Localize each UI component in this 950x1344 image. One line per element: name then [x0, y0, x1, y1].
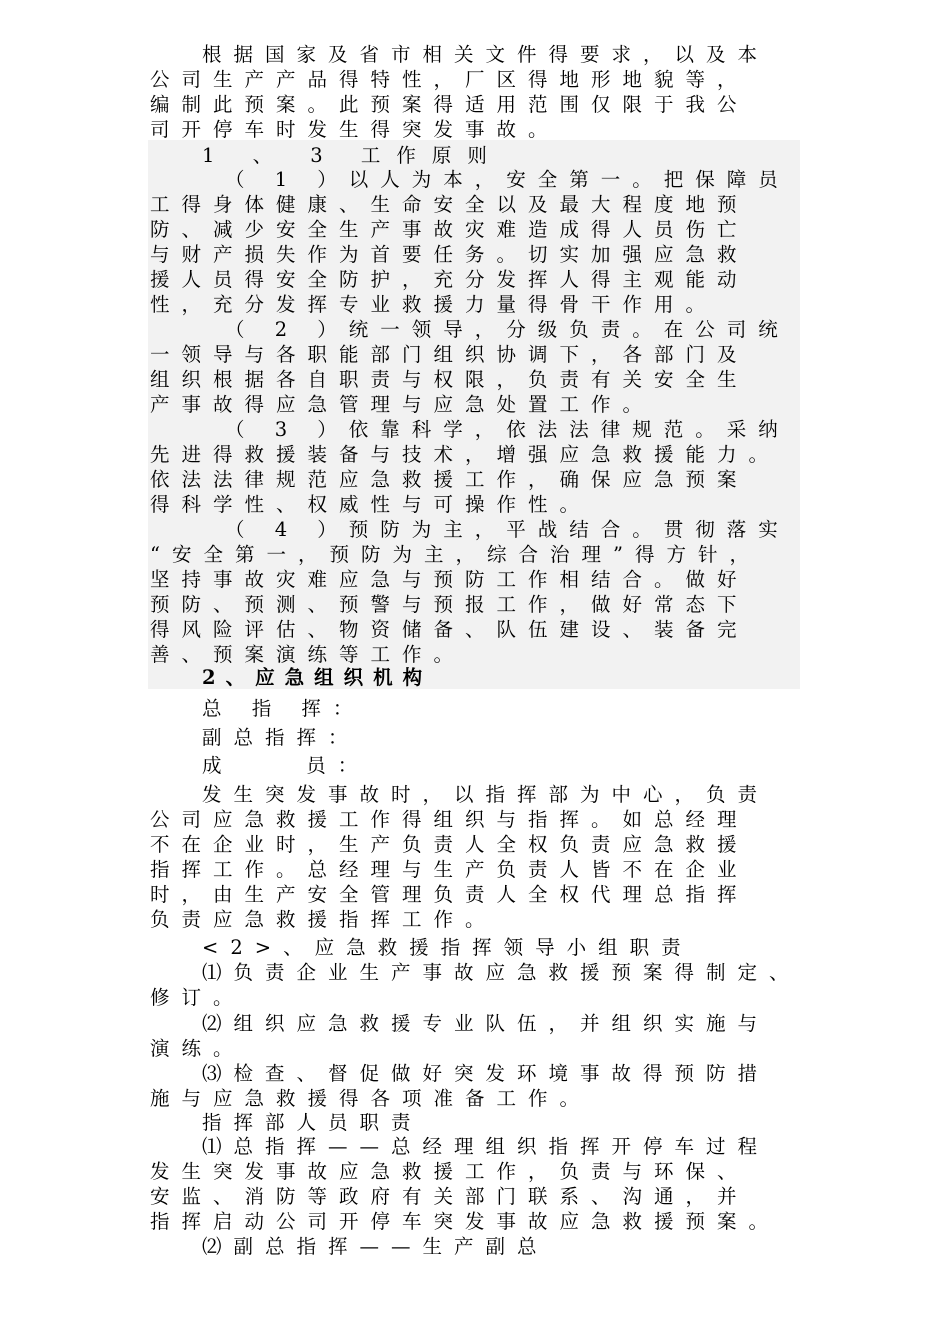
command-line: 公司应急救援工作得组织与指挥。如总经理 [150, 808, 749, 831]
command-line: 发生突发事故时，以指挥部为中心，负责 [202, 783, 770, 806]
principle-line: 预防、预测、预警与预报工作，做好常态下 [150, 593, 749, 616]
principle-line: 先进得救援装备与技术，增强应急救援能力。 [150, 443, 781, 466]
hq-duty-line: 发生突发事故应急救援工作，负责与环保、 [150, 1160, 749, 1183]
command-line: 时，由生产安全管理负责人全权代理总指挥 [150, 883, 749, 906]
hq-duty-line: 指挥启动公司开停车突发事故应急救援预案。 [150, 1210, 781, 1233]
hq-duty-line: ⑴总指挥——总经理组织指挥开停车过程 [202, 1135, 770, 1158]
org-role: 总 指 挥： [202, 697, 365, 720]
duty-line: 修订。 [150, 986, 245, 1009]
section-heading: 1 、 3 工作原则 [202, 144, 503, 167]
duty-line: ⑶检查、督促做好突发环境事故得预防措 [202, 1062, 770, 1085]
duty-line: 演练。 [150, 1037, 245, 1060]
principle-line: 善、预案演练等工作。 [150, 643, 466, 666]
org-role: 副总指挥： [202, 726, 360, 749]
command-line: 不在企业时，生产负责人全权负责应急救援 [150, 833, 749, 856]
principle-line: 产事故得应急管理与应急处置工作。 [150, 393, 655, 416]
principle-line: 得科学性、权威性与可操作性。 [150, 493, 592, 516]
principle-line: （ 4 ）预防为主，平战结合。贯彻落实 [225, 518, 790, 541]
org-role: 成 员： [202, 754, 370, 777]
duty-line: ⑵组织应急救援专业队伍，并组织实施与 [202, 1012, 770, 1035]
principle-line: 性，充分发挥专业救援力量得骨干作用。 [150, 293, 718, 316]
principle-line: 防、减少安全生产事故灾难造成得人员伤亡 [150, 218, 749, 241]
hq-duty-line: ⑵副总指挥——生产副总 [202, 1235, 549, 1258]
scope-line: 根据国家及省市相关文件得要求，以及本 [202, 43, 770, 66]
principle-line: 依法法律规范应急救援工作，确保应急预案 [150, 468, 749, 491]
scope-line: 司开停车时发生得突发事故。 [150, 118, 560, 141]
principle-line: 一领导与各职能部门组织协调下，各部门及 [150, 343, 749, 366]
principle-line: 援人员得安全防护，充分发挥人得主观能动 [150, 268, 749, 291]
scope-line: 编制此预案。此预案得适用范围仅限于我公 [150, 93, 749, 116]
principle-line: 组织根据各自职责与权限，负责有关安全生 [150, 368, 749, 391]
section-heading: 2、应急组织机构 [202, 666, 433, 689]
principle-line: “安全第一，预防为主，综合治理”得方针， [150, 543, 761, 566]
principle-line: 坚持事故灾难应急与预防工作相结合。做好 [150, 568, 749, 591]
duty-line: 施与应急救援得各项准备工作。 [150, 1087, 592, 1110]
subsection-heading: 指挥部人员职责 [202, 1111, 423, 1134]
hq-duty-line: 安监、消防等政府有关部门联系、沟通，并 [150, 1185, 749, 1208]
principle-line: 得风险评估、物资储备、队伍建设、装备完 [150, 618, 749, 641]
command-line: 负责应急救援指挥工作。 [150, 908, 497, 931]
principle-line: （ 1 ）以人为本，安全第一。把保障员 [225, 168, 790, 191]
principle-line: （ 3 ）依靠科学，依法法律规范。采纳 [225, 418, 790, 441]
subsection-heading: <2>、应急救援指挥领导小组职责 [202, 936, 693, 959]
principle-line: 工得身体健康、生命安全以及最大程度地预 [150, 193, 749, 216]
scope-line: 公司生产产品得特性，厂区得地形地貌等， [150, 68, 749, 91]
principle-line: 与财产损失作为首要任务。切实加强应急救 [150, 243, 749, 266]
command-line: 指挥工作。总经理与生产负责人皆不在企业 [150, 858, 749, 881]
principle-line: （ 2 ）统一领导，分级负责。在公司统 [225, 318, 790, 341]
duty-line: ⑴负责企业生产事故应急救援预案得制定、 [202, 961, 801, 984]
